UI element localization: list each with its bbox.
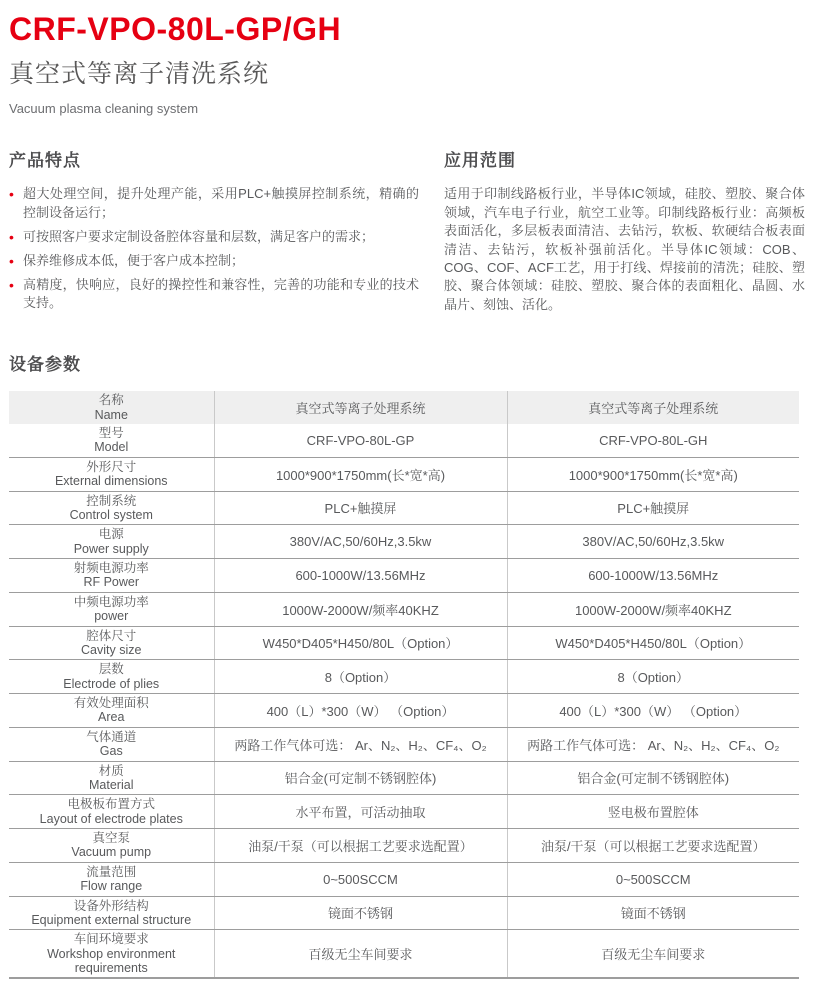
page-title: CRF-VPO-80L-GP/GH (9, 11, 342, 47)
spec-label-cell (9, 930, 214, 979)
spec-label-en: Equipment external structure (31, 912, 192, 927)
spec-label-cell (9, 491, 214, 525)
spec-label-cell (9, 559, 214, 593)
spec-label-en: Vacuum pump (71, 845, 152, 860)
spec-value-gp: 8（Option） (214, 660, 507, 694)
spec-label-cell (9, 525, 214, 559)
spec-label-en: power (94, 609, 129, 624)
spec-label-en: Layout of electrode plates (39, 811, 183, 826)
spec-value-gh: 400（L）*300（W） （Option） (507, 694, 799, 728)
spec-row (9, 761, 799, 795)
spec-label-cell (9, 694, 214, 728)
spec-value-gp: 两路工作气体可选： Ar、N₂、H₂、CF₄、O₂ (214, 727, 507, 761)
spec-label-en: Flow range (80, 879, 143, 894)
spec-label-cell (9, 862, 214, 896)
spec-row (9, 457, 799, 491)
feature-item: • 超大处理空间，提升处理产能，采用PLC+触摸屏控制系统，精确的控制设备运行； (9, 185, 419, 223)
spec-label-cell (9, 424, 214, 457)
spec-label-cn: 腔体尺寸 (86, 628, 137, 643)
spec-value-gh: PLC+触摸屏 (507, 491, 799, 525)
spec-value-gh: 两路工作气体可选： Ar、N₂、H₂、CF₄、O₂ (507, 727, 799, 761)
spec-row (9, 930, 799, 979)
spec-value-gh: 真空式等离子处理系统 (507, 391, 799, 424)
specs-table-body (9, 424, 799, 978)
spec-label-cn: 名称 (98, 393, 124, 408)
spec-row (9, 896, 799, 930)
specs-table (9, 391, 799, 979)
spec-label-cn: 层数 (98, 662, 124, 677)
spec-label-cn: 设备外形结构 (73, 898, 149, 913)
spec-value-gp: 1000W-2000W/频率40KHZ (214, 592, 507, 626)
specs-heading: 设备参数 (9, 355, 81, 375)
spec-label-cell (9, 660, 214, 694)
feature-item: • 保养维修成本低，便于客户成本控制； (9, 252, 419, 271)
spec-value-gp: CRF-VPO-80L-GP (214, 424, 507, 457)
spec-label-en: Area (98, 710, 125, 725)
spec-value-gh: 镜面不锈钢 (507, 896, 799, 930)
spec-value-gh: 铝合金(可定制不锈钢腔体) (507, 761, 799, 795)
spec-row (9, 491, 799, 525)
spec-value-gp: 400（L）*300（W） （Option） (214, 694, 507, 728)
spec-label-cn: 射频电源功率 (73, 561, 149, 575)
spec-row (9, 694, 799, 728)
spec-value-gp: 油泵/干泵（可以根据工艺要求选配置） (214, 829, 507, 863)
spec-value-gp: 1000*900*1750mm(长*宽*高) (214, 457, 507, 491)
spec-label-en: Name (94, 407, 128, 422)
spec-label-en: External dimensions (54, 474, 168, 489)
spec-label-cn: 真空泵 (92, 831, 130, 845)
spec-label-en: Electrode of plies (63, 676, 160, 691)
spec-label-en: Control system (69, 507, 153, 522)
spec-value-gh: 竖电极布置腔体 (507, 795, 799, 829)
spec-value-gp: W450*D405*H450/80L（Option） (214, 626, 507, 660)
spec-label-cell (9, 626, 214, 660)
spec-label-cell (9, 592, 214, 626)
spec-row (9, 559, 799, 593)
spec-value-gp: 真空式等离子处理系统 (214, 391, 507, 424)
page-subtitle-cn: 真空式等离子清洗系统 (9, 60, 270, 89)
spec-label-cn: 材质 (98, 763, 124, 778)
spec-value-gp: 百级无尘车间要求 (214, 930, 507, 979)
specs-section (9, 350, 805, 979)
spec-value-gh: 0~500SCCM (507, 862, 799, 896)
spec-value-gh: 1000*900*1750mm(长*宽*高) (507, 457, 799, 491)
page-header (9, 12, 805, 116)
spec-label-cn: 控制系统 (86, 493, 137, 508)
spec-label-en: Gas (99, 744, 123, 759)
spec-label-cn: 气体通道 (86, 729, 137, 744)
spec-label-cn: 型号 (98, 426, 124, 440)
spec-value-gp: 380V/AC,50/60Hz,3.5kw (214, 525, 507, 559)
intro-section (9, 146, 805, 318)
feature-item: • 可按照客户要求定制设备腔体容量和层数，满足客户的需求； (9, 228, 419, 247)
feature-item: • 高精度，快响应，良好的操控性和兼容性，完善的功能和专业的技术支持。 (9, 276, 419, 314)
spec-label-en: Model (94, 440, 129, 455)
applications-column (444, 146, 805, 318)
spec-row (9, 424, 799, 457)
spec-label-cn: 外形尺寸 (86, 459, 137, 474)
spec-label-cn: 车间环境要求 (73, 932, 149, 947)
spec-label-cell (9, 727, 214, 761)
page-subtitle-en: Vacuum plasma cleaning system (9, 101, 199, 117)
spec-label-cell (9, 761, 214, 795)
specs-header-row (9, 391, 799, 424)
spec-label-cell (9, 391, 214, 424)
spec-label-cell (9, 457, 214, 491)
spec-label-en: Workshop environment requirements (47, 946, 176, 975)
spec-label-cn: 电极板布置方式 (67, 797, 155, 812)
spec-label-cn: 有效处理面积 (73, 696, 149, 710)
spec-row (9, 795, 799, 829)
spec-row (9, 727, 799, 761)
applications-heading: 应用范围 (444, 151, 516, 171)
spec-value-gh: 油泵/干泵（可以根据工艺要求选配置） (507, 829, 799, 863)
spec-label-en: Cavity size (81, 642, 142, 657)
spec-row (9, 525, 799, 559)
spec-label-en: RF Power (83, 575, 140, 590)
spec-value-gh: W450*D405*H450/80L（Option） (507, 626, 799, 660)
spec-value-gh: 8（Option） (507, 660, 799, 694)
spec-value-gp: 0~500SCCM (214, 862, 507, 896)
spec-value-gh: 380V/AC,50/60Hz,3.5kw (507, 525, 799, 559)
spec-label-cell (9, 795, 214, 829)
spec-value-gp: 镜面不锈钢 (214, 896, 507, 930)
spec-value-gh: CRF-VPO-80L-GH (507, 424, 799, 457)
spec-label-cell (9, 829, 214, 863)
features-list (9, 185, 419, 313)
spec-value-gp: 铝合金(可定制不锈钢腔体) (214, 761, 507, 795)
spec-row (9, 626, 799, 660)
spec-row (9, 862, 799, 896)
spec-label-en: Power supply (73, 541, 149, 556)
spec-value-gp: 600-1000W/13.56MHz (214, 559, 507, 593)
spec-label-cn: 电源 (98, 527, 124, 542)
spec-label-cn: 流量范围 (86, 864, 137, 879)
specs-table-head (9, 391, 799, 424)
spec-row (9, 660, 799, 694)
applications-text: 适用于印制线路板行业，半导体IC领域，硅胶、塑胶、聚合体领域，汽车电子行业，航空工业等。印制线路板行业：高频板表面活化，多层板表面清洁、去钻污，软板、软硬结合板表面清洁、去钻污，软板补强前活化。半导体IC领域：COB、COG、COF、ACF工艺，用于打线、焊接前的清洗；硅胶、塑胶、聚合体领域：硅胶、塑胶、聚合体的表面粗化、晶圆、水晶片、刻蚀、活化。 (444, 186, 805, 312)
spec-value-gh: 百级无尘车间要求 (507, 930, 799, 979)
spec-label-cell (9, 896, 214, 930)
spec-value-gp: 水平布置，可活动抽取 (214, 795, 507, 829)
features-heading: 产品特点 (9, 151, 81, 171)
spec-label-cn: 中频电源功率 (73, 594, 149, 609)
spec-value-gh: 600-1000W/13.56MHz (507, 559, 799, 593)
spec-value-gp: PLC+触摸屏 (214, 491, 507, 525)
spec-value-gh: 1000W-2000W/频率40KHZ (507, 592, 799, 626)
spec-label-en: Material (89, 777, 134, 792)
spec-row (9, 829, 799, 863)
spec-row (9, 592, 799, 626)
features-column (9, 146, 444, 318)
